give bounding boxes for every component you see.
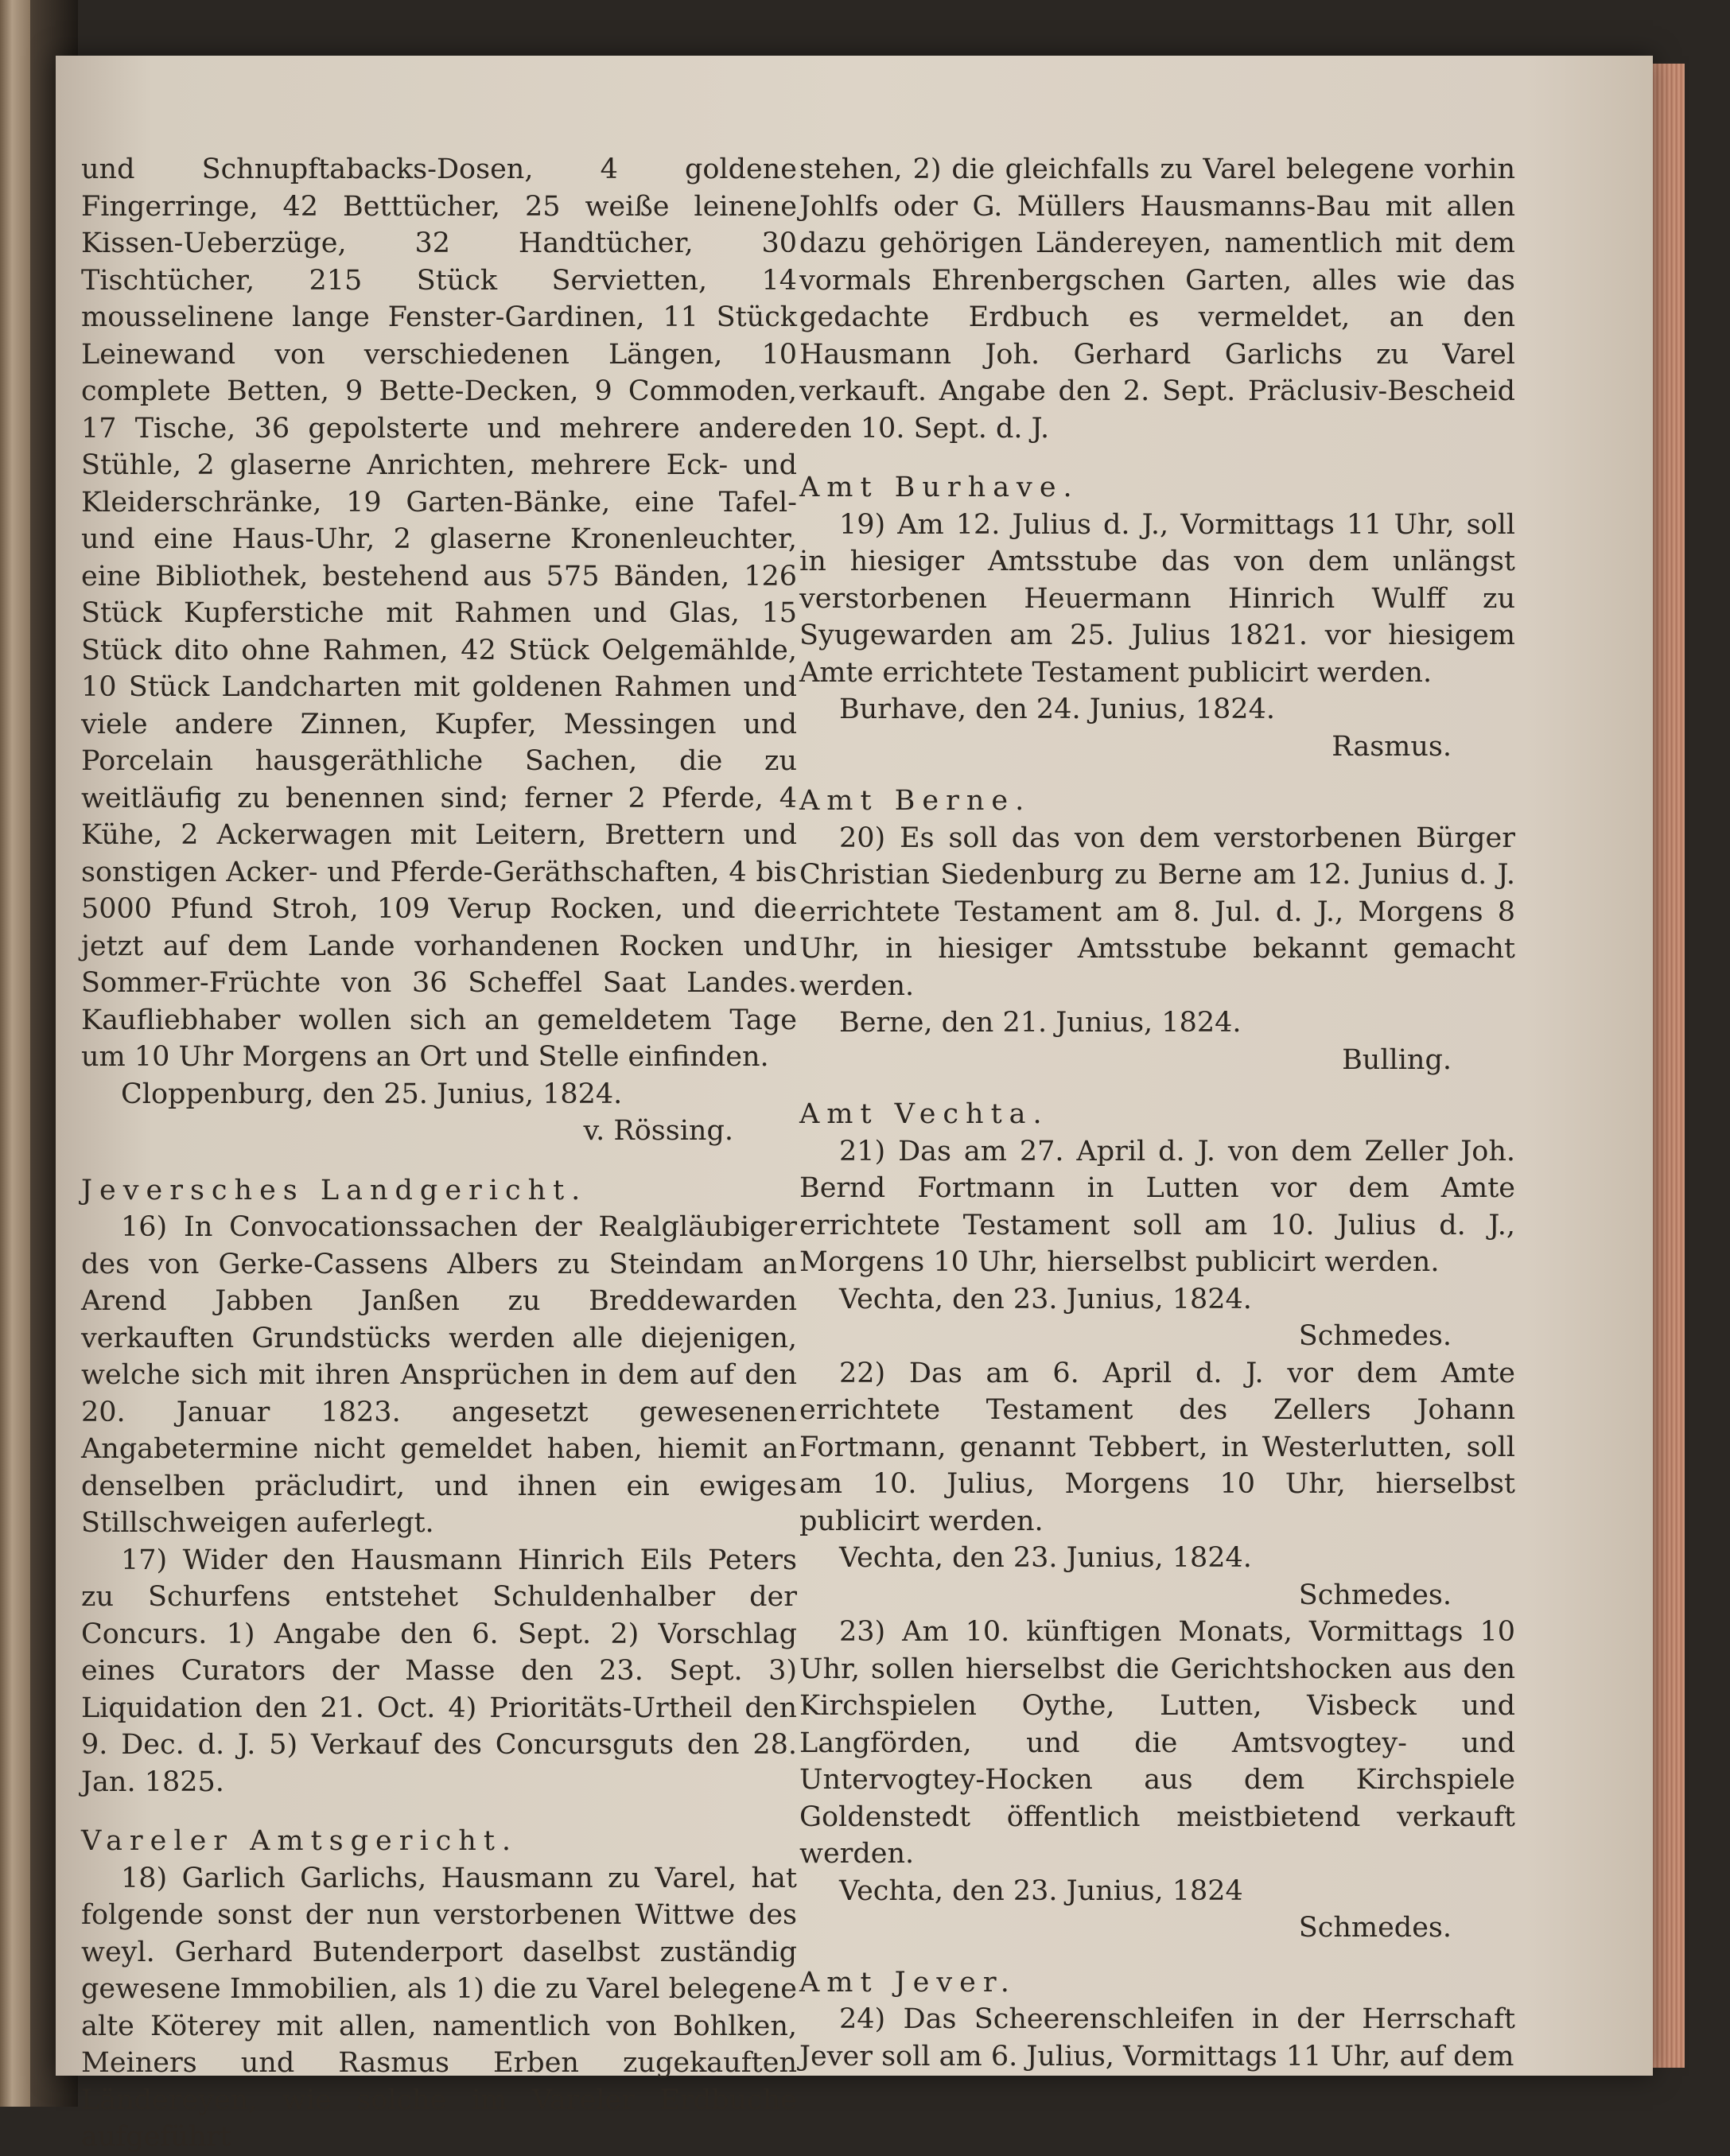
right-column (799, 151, 1515, 2075)
inventory-paragraph: und Schnupftabacks-Dosen, 4 goldene Fingerringe, 42 Betttücher, 25 weiße leinene Kissen-Ueberzüge, 32 Handtücher, 30 Tischtücher, 215 Stück Servietten, 14 mousselinene lange Fenster-Gardinen, 11 Stück Leinewand von verschiedenen Längen, 10 complete Betten, 9 Bette-Decken, 9 Commoden, 17 Tische, 36 gepolsterte und mehrere andere Stühle, 2 glaserne Anrichten, mehrere Eck- und Kleiderschränke, 19 Garten-Bänke, eine Tafel- und eine Haus-Uhr, 2 glaserne Kronenleuchter, eine Bibliothek, bestehend aus 575 Bänden, 126 Stück Kupferstiche mit Rahmen und Glas, 15 Stück dito ohne Rahmen, 42 Stück Oelgemählde, 10 Stück Landcharten mit goldenen Rahmen und viele andere Zinnen, Kupfer, Messingen und Porcelain hausgeräthliche Sachen, die zu weitläufig zu benennen sind; ferner 2 Pferde, 4 Kühe, 2 Ackerwagen mit Leitern, Brettern und sonstigen Acker- und Pferde-Geräthschaften, 4 bis 5000 Pfund Stroh, 109 Verup Rocken, und die jetzt auf dem Lande vorhandenen Rocken und Sommer-Früchte von 36 Scheffel Saat Landes. Kaufliebhaber wollen sich an gemeldetem Tage um 10 Uhr Morgens an Ort und Stelle einfinden. (81, 153, 797, 1073)
signature-roessing: v. Rössing. (583, 1115, 733, 1147)
notice-18: 18) Garlich Garlichs, Hausmann zu Varel, hat folgende sonst der nun verstorbenen Wittwe des weyl. Gerhard Butenderport daselbst zuständig gewesene Immobilien, als 1) die zu Varel belegene alte Köterey mit allen, namentlich von Bohlken, Meiners und Rasmus Erben zugekauften Ländereyen, wie solche im Vareler Erdbuche aufgeführt (81, 1862, 797, 2153)
section-heading-amt-burhave: Amt Burhave. (799, 472, 1079, 503)
notice-19: 19) Am 12. Julius d. J., Vormittags 11 Uhr, soll in hiesiger Amtsstube das von dem unlängst verstorbenen Heuermann Hinrich Wulff zu Syugewarden am 25. Julius 1821. vor hiesigem Amte errichtete Testament publicirt werden. (799, 508, 1515, 689)
signature-bulling: Bulling. (1342, 1043, 1452, 1076)
signature-schmedes-21: Schmedes. (1298, 1320, 1452, 1352)
place-date-berne: Berne, den 21. Junius, 1824. (839, 1007, 1242, 1039)
place-date-vechta-22: Vechta, den 23. Junius, 1824. (839, 1542, 1252, 1574)
signature-schmedes-22: Schmedes. (1298, 1579, 1452, 1611)
notice-22: 22) Das am 6. April d. J. vor dem Amte errichtete Testament des Zellers Johann Fortmann, genannt Tebbert, in Westerlutten, soll am 10. Julius, Morgens 10 Uhr, hierselbst publicirt werden. (799, 1357, 1515, 1537)
place-date-vechta-23: Vechta, den 23. Junius, 1824 (839, 1874, 1243, 1907)
place-date-cloppenburg: Cloppenburg, den 25. Junius, 1824. (121, 1078, 623, 1110)
notice-16: 16) In Convocationssachen der Realgläubiger des von Gerke-Cassens Albers zu Steindam an Arend Jabben Janßen zu Breddewarden verkauften Grundstücks werden alle diejenigen, welche sich mit ihren Ansprüchen in dem auf den 20. Januar 1823. angesetzt gewesenen Angabetermine nicht gemeldet haben, hiemit an denselben präcludirt, und ihnen ein ewiges Stillschweigen auferlegt. (81, 1211, 797, 1539)
notice-20: 20) Es soll das von dem verstorbenen Bürger Christian Siedenburg zu Berne am 12. Junius d. J. errichtete Testament am 8. Jul. d. J., Morgens 8 Uhr, in hiesiger Amtsstube bekannt gemacht werden. (799, 822, 1515, 1002)
notice-21: 21) Das am 27. April d. J. von dem Zeller Joh. Bernd Fortmann in Lutten vor dem Amte errichtete Testament soll am 10. Julius d. J., Morgens 10 Uhr, hierselbst publicirt werden. (799, 1135, 1515, 1278)
notice-23: 23) Am 10. künftigen Monats, Vormittags 10 Uhr, sollen hierselbst die Gerichtshocken aus den Kirchspielen Oythe, Lutten, Visbeck und Langförden, und die Amtsvogtey- und Untervogtey-Hocken aus dem Kirchspiele Goldenstedt öffentlich meistbietend verkauft werden. (799, 1616, 1515, 1870)
previous-page-edge (0, 0, 30, 2107)
section-heading-amt-vechta: Amt Vechta. (799, 1098, 1049, 1130)
section-heading-amt-berne: Amt Berne. (799, 785, 1032, 817)
place-date-burhave: Burhave, den 24. Junius, 1824. (839, 693, 1275, 725)
notice-18-continued: stehen, 2) die gleichfalls zu Varel belegene vorhin Johlfs oder G. Müllers Hausmanns-Bau mit allen dazu gehörigen Ländereyen, namentlich mit dem vormals Ehrenbergschen Garten, alles wie das gedachte Erdbuch es vermeldet, an den Hausmann Joh. Gerhard Garlichs zu Varel verkauft. Angabe den 2. Sept. Präclusiv-Bescheid den 10. Sept. d. J. (799, 153, 1515, 445)
section-heading-amt-jever: Amt Jever. (799, 1966, 1017, 1999)
section-heading-jever-landgericht: Jeversches Landgericht. (81, 1174, 588, 1206)
signature-rasmus: Rasmus. (1332, 730, 1452, 763)
notice-17: 17) Wider den Hausmann Hinrich Eils Peters zu Schurfens entstehet Schuldenhalber der Concurs. 1) Angabe den 6. Sept. 2) Vorschlag eines Curators der Masse den 23. Sept. 3) Liquidation den 21. Oct. 4) Prioritäts-Urtheil den 9. Dec. d. J. 5) Verkauf des Concursguts den 28. Jan. 1825. (81, 1544, 797, 1798)
section-heading-vareler-amtsgericht: Vareler Amtsgericht. (81, 1825, 519, 1857)
notice-24: 24) Das Scheerenschleifen in der Herrschaft Jever soll am 6. Julius, Vormittags 11 Uhr, auf dem (799, 2003, 1515, 2072)
left-column (81, 151, 797, 2156)
signature-schmedes-23: Schmedes. (1298, 1912, 1452, 1944)
place-date-vechta-21: Vechta, den 23. Junius, 1824. (839, 1283, 1252, 1315)
page-stack-edge (1653, 64, 1685, 2068)
